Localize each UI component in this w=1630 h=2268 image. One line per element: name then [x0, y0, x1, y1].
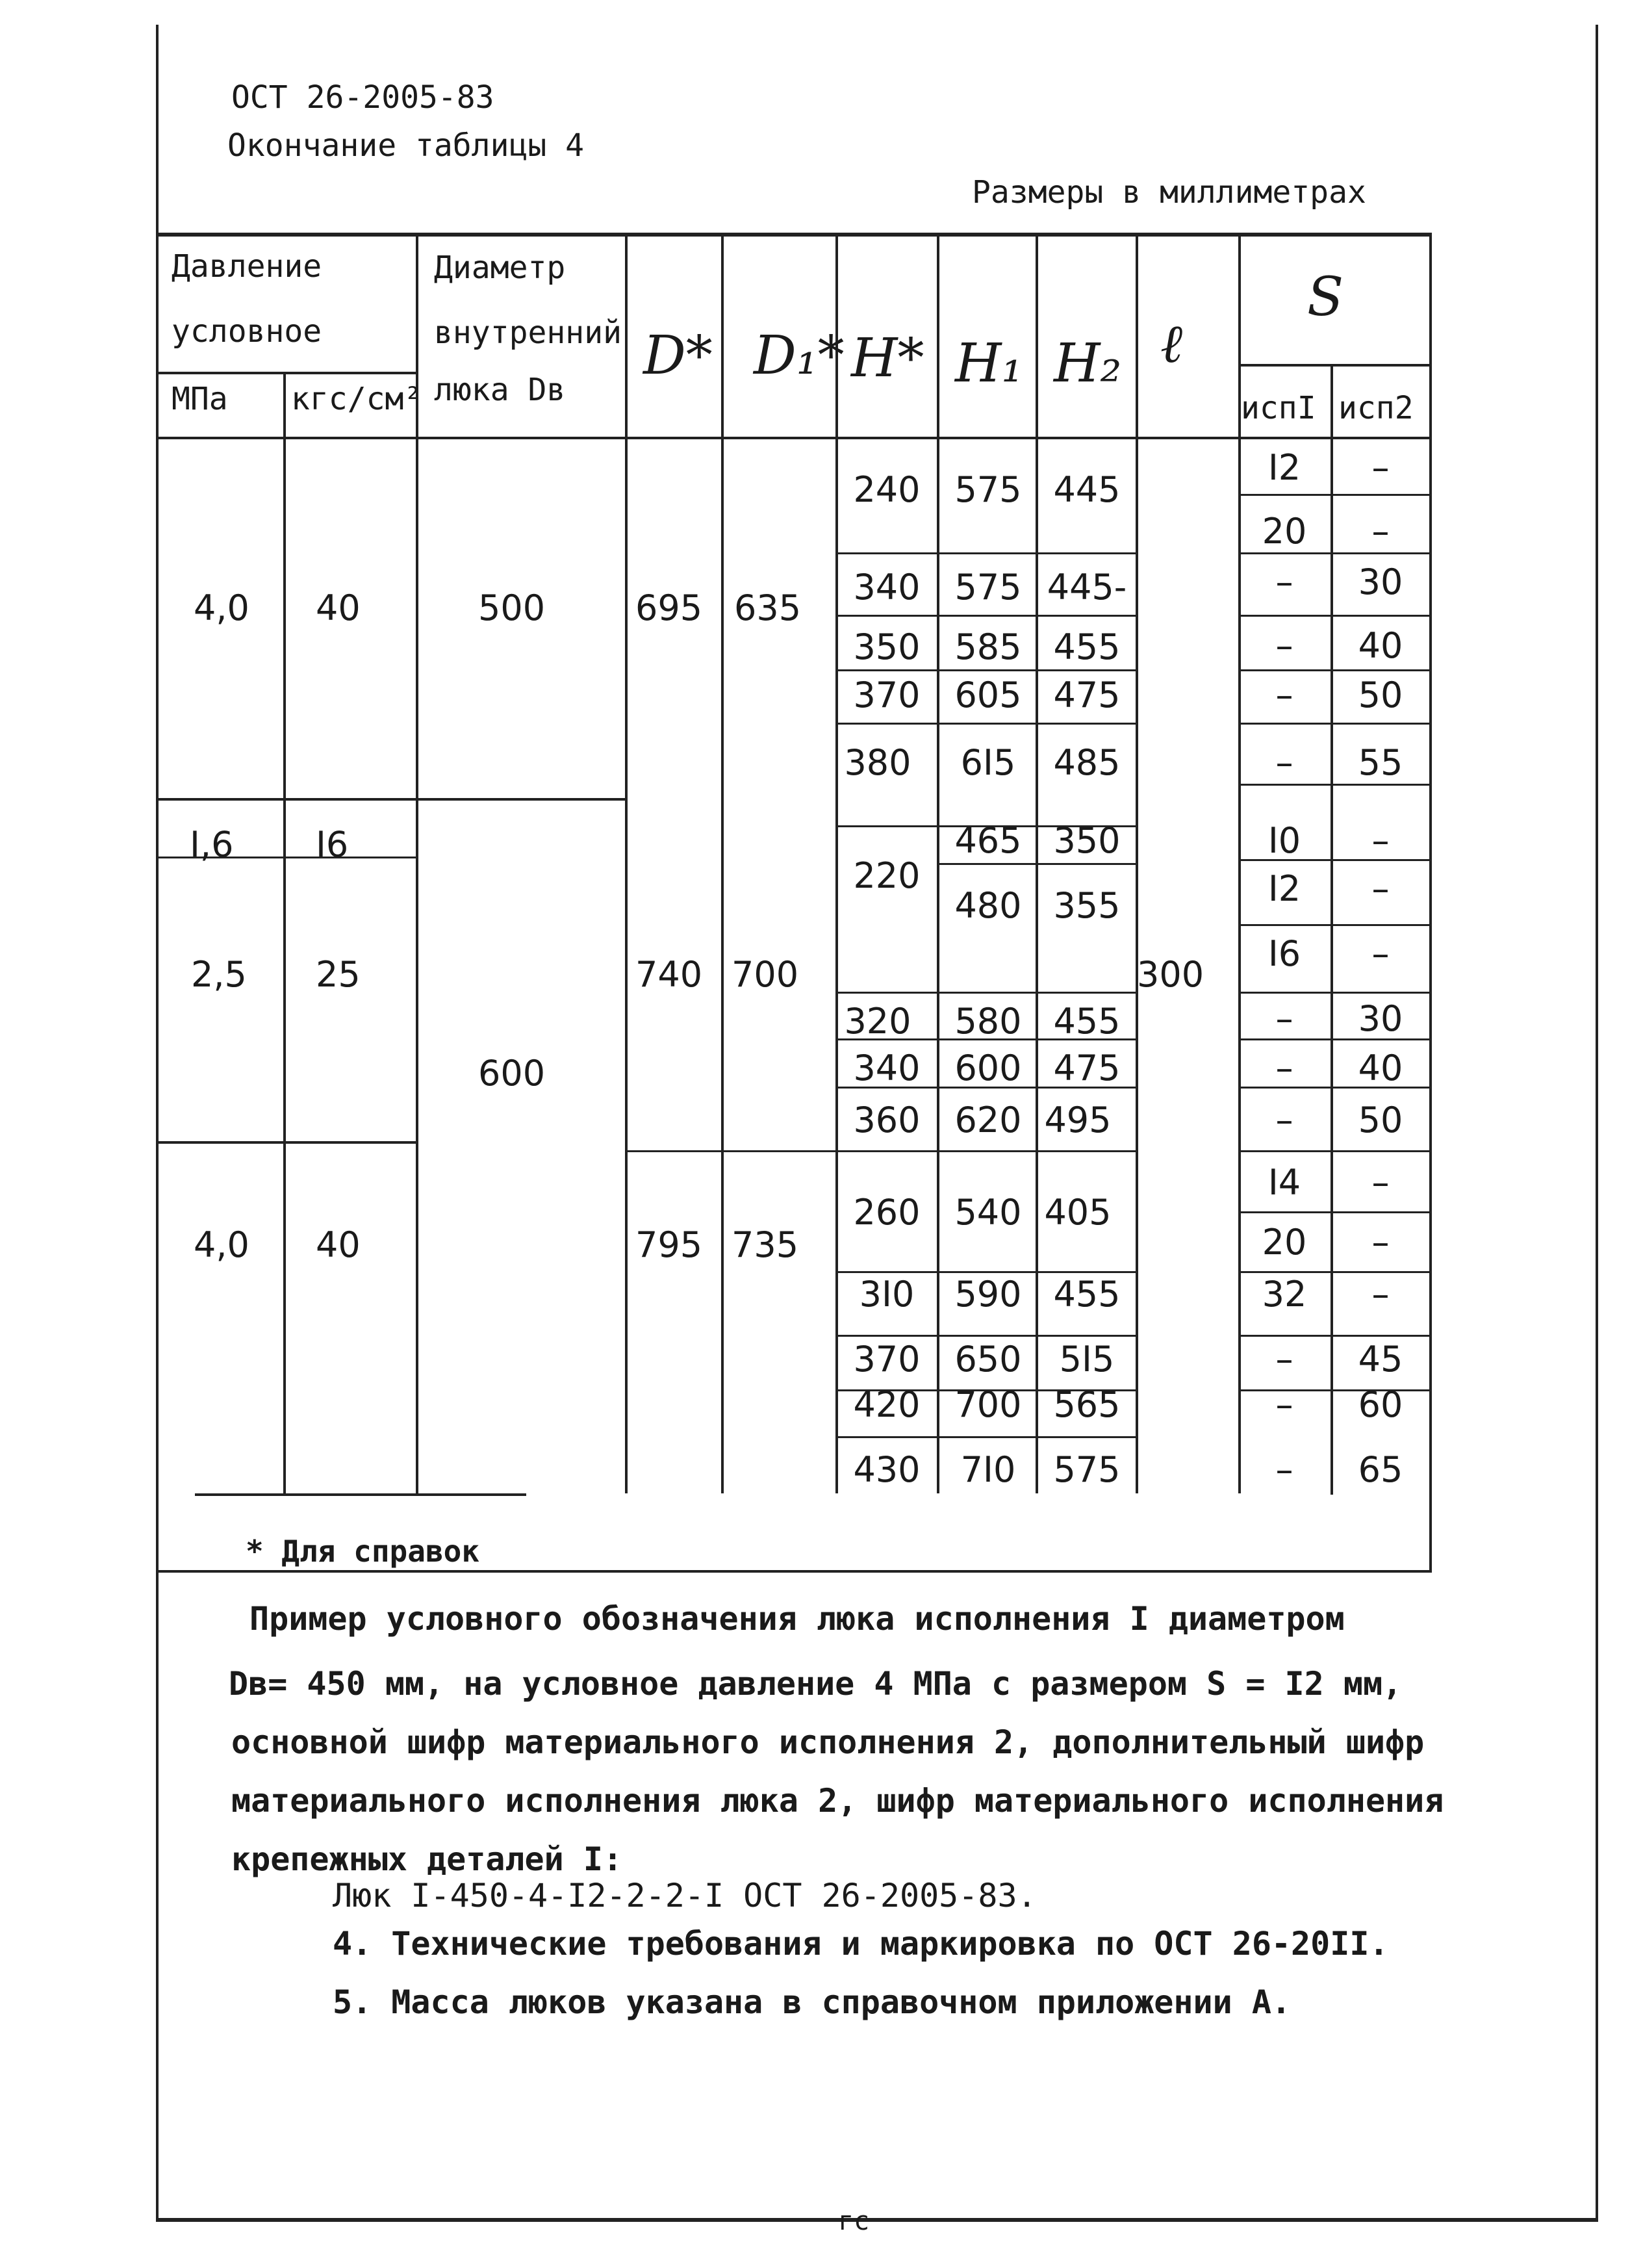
s-isp2: 55 [1358, 742, 1403, 783]
units-note: Размеры в миллиметрах [972, 174, 1366, 211]
hdr-isp2: исп2 [1338, 390, 1414, 426]
g1-mpa: 4,0 [194, 587, 249, 628]
cell-H: 320 [844, 1001, 911, 1042]
cell-H1: 540 [954, 1192, 1022, 1233]
s-isp2: 40 [1358, 625, 1403, 666]
hdr-l: ℓ [1160, 313, 1183, 375]
s-row-line [1238, 1211, 1431, 1213]
hdr-diam-2: внутренний [434, 315, 622, 351]
cell-H1: 650 [954, 1339, 1022, 1380]
s-isp2: 65 [1358, 1449, 1403, 1490]
s-isp1: – [1275, 625, 1293, 666]
cell-H2: 455 [1053, 626, 1121, 667]
designation-example: Люк I-450-4-I2-2-2-I ОСТ 26-2005-83. [333, 1877, 1037, 1914]
cell-H2: 5I5 [1059, 1339, 1115, 1380]
s-row-line [1238, 494, 1431, 496]
hdr-H1: H₁ [955, 333, 1023, 394]
g2a-kgf: I6 [316, 824, 349, 865]
col-line-kgf [283, 372, 286, 1493]
cell-H1: 575 [954, 469, 1022, 510]
s-isp1: – [1275, 561, 1293, 602]
cell-H2: 485 [1053, 742, 1121, 783]
page-mark: гс [838, 2206, 870, 2236]
g2-dv: 600 [478, 1053, 546, 1094]
cell-H1: 480 [954, 885, 1022, 926]
g3-D: 795 [635, 1224, 703, 1265]
cell-H1: 7I0 [960, 1449, 1016, 1490]
cell-H: 430 [853, 1449, 921, 1490]
cell-H1: 590 [954, 1274, 1022, 1315]
table-right-border [1429, 233, 1432, 1573]
s-isp2: 60 [1358, 1384, 1403, 1425]
s-row-line [1238, 615, 1431, 617]
cell-H2: 455 [1053, 1001, 1121, 1042]
s-row-line [1238, 1150, 1431, 1152]
s-isp2: – [1371, 447, 1390, 488]
s-isp1: I2 [1267, 447, 1301, 488]
s-isp1: – [1275, 742, 1293, 783]
s-row-line [1238, 992, 1431, 994]
s-isp2: 50 [1358, 675, 1403, 715]
cell-H1: 575 [954, 567, 1022, 608]
cell-H: 380 [844, 742, 911, 783]
s-isp1: 20 [1262, 511, 1307, 552]
s-isp2: – [1371, 1162, 1390, 1203]
group2b-line [159, 1141, 416, 1144]
cell-H1: 605 [954, 675, 1022, 715]
s-isp1: I0 [1267, 820, 1301, 861]
s-row-line [1238, 723, 1431, 725]
s-sub-line [1238, 364, 1431, 367]
cell-H1: 465 [954, 820, 1022, 861]
hdr-pressure: Давление [172, 248, 322, 285]
cell-H: 420 [853, 1384, 921, 1425]
cell-H2: 565 [1053, 1384, 1121, 1425]
g2a-mpa: I,6 [190, 824, 234, 865]
item-5: 5. Масса люков указана в справочном приложении А. [333, 1983, 1292, 2021]
cell-H: 360 [853, 1100, 921, 1140]
hdr-H2: H₂ [1054, 333, 1122, 394]
cell-H2: 575 [1053, 1449, 1121, 1490]
hdr-diam-1: Диаметр [434, 250, 566, 286]
cell-H: 340 [853, 567, 921, 608]
cell-H2: 355 [1053, 885, 1121, 926]
row-line [835, 1150, 1137, 1152]
s-isp2: – [1371, 868, 1390, 909]
row-line [937, 863, 1137, 865]
item-4: 4. Технические требования и маркировка по ОСТ 26-20II. [333, 1925, 1389, 1963]
cell-H: 260 [853, 1192, 921, 1233]
g2-D1: 700 [732, 954, 799, 995]
s-row-line [1238, 1271, 1431, 1273]
cell-H2: 475 [1053, 1048, 1121, 1089]
cell-H2: 405 [1044, 1192, 1112, 1233]
text-line-2: Dв= 450 мм, на условное давление 4 МПа с размером S = I2 мм, [229, 1665, 1403, 1703]
cell-H1: 6I5 [960, 742, 1016, 783]
s-isp2: – [1371, 933, 1390, 974]
s-isp2: 45 [1358, 1339, 1403, 1380]
footnote: * Для справок [246, 1534, 480, 1569]
cell-H1: 585 [954, 626, 1022, 667]
row-line [835, 723, 1137, 725]
hdr-D1: D₁* [754, 325, 845, 387]
cell-H: 340 [853, 1048, 921, 1089]
table-continuation: Окончание таблицы 4 [227, 127, 585, 164]
s-isp1: 32 [1262, 1274, 1307, 1315]
cell-H: 350 [853, 626, 921, 667]
s-row-line [1238, 552, 1431, 554]
g2-D: 740 [635, 954, 703, 995]
row-line [835, 669, 1137, 671]
g3-kgf: 40 [316, 1224, 361, 1265]
g1-kgf: 40 [316, 587, 361, 628]
s-isp1: – [1275, 998, 1293, 1039]
cell-H2: 350 [1053, 820, 1121, 861]
s-isp2: – [1371, 820, 1390, 861]
cell-H1: 600 [954, 1048, 1022, 1089]
hdr-S: S [1307, 266, 1344, 328]
hdr-diam-3: люка Dв [434, 372, 566, 408]
row-line [835, 1271, 1137, 1273]
text-line-4: материального исполнения люка 2, шифр материального исполнения [231, 1782, 1444, 1820]
text-line-1: Пример условного обозначения люка исполнения I диаметром [249, 1600, 1345, 1638]
cell-H1: 580 [954, 1001, 1022, 1042]
s-isp2: 40 [1358, 1048, 1403, 1089]
row-line [835, 552, 1137, 554]
s-isp2: 30 [1358, 561, 1403, 602]
s-isp1: – [1275, 1100, 1293, 1140]
row-line [835, 615, 1137, 617]
g1-D: 695 [635, 587, 703, 628]
s-isp1: – [1275, 1384, 1293, 1425]
s-isp2: 30 [1358, 998, 1403, 1039]
g2b-mpa: 2,5 [191, 954, 247, 995]
table-bottom-border [159, 1570, 1432, 1573]
s-isp1: I4 [1267, 1162, 1301, 1203]
row-line [835, 1335, 1137, 1337]
s-row-line [1238, 1335, 1431, 1337]
l-value: 300 [1137, 954, 1204, 995]
col-line-D [625, 233, 628, 1493]
hdr-kgf: кгс/см² [291, 381, 423, 417]
table-end-stub [195, 1493, 526, 1496]
s-isp1: I2 [1267, 868, 1301, 909]
row-line [835, 992, 1137, 994]
table-top-border [159, 233, 1432, 237]
cell-H2: 445- [1047, 567, 1127, 608]
cell-H: 370 [853, 675, 921, 715]
hdr-isp1: испI [1241, 390, 1316, 426]
hdr-pressure-2: условное [172, 313, 322, 350]
s-isp1: – [1275, 1449, 1293, 1490]
cell-H2: 455 [1053, 1274, 1121, 1315]
cell-H: 220 [853, 855, 921, 896]
cell-H2: 445 [1053, 469, 1121, 510]
s-isp1: I6 [1267, 933, 1301, 974]
s-isp2: – [1371, 1222, 1390, 1263]
cell-H2: 475 [1053, 675, 1121, 715]
g3-mpa: 4,0 [194, 1224, 249, 1265]
header-bottom-line [159, 437, 1432, 439]
s-isp1: – [1275, 1048, 1293, 1089]
col-line-isp2 [1331, 364, 1333, 1495]
hdr-D: D* [643, 325, 713, 387]
g3-D1: 735 [732, 1224, 799, 1265]
hdr-mpa: МПа [172, 381, 228, 417]
cell-H1: 700 [954, 1384, 1022, 1425]
pressure-sub-line [159, 372, 418, 374]
text-line-5: крепежных деталей I: [231, 1840, 623, 1878]
cell-H: 240 [853, 469, 921, 510]
s-isp2: – [1371, 511, 1390, 552]
hdr-H: H* [851, 328, 924, 389]
text-line-3: основной шифр материального исполнения 2, дополнительный шифр [231, 1723, 1425, 1761]
s-isp2: 50 [1358, 1100, 1403, 1140]
standard-code: ОСТ 26-2005-83 [231, 79, 494, 116]
cell-H: 3I0 [859, 1274, 915, 1315]
group3-D-line [625, 1150, 835, 1152]
g1-dv: 500 [478, 587, 546, 628]
g1-D1: 635 [734, 587, 802, 628]
cell-H2: 495 [1044, 1100, 1112, 1140]
s-row-line [1238, 784, 1431, 786]
row-line [835, 1436, 1137, 1438]
s-row-line [1238, 924, 1431, 926]
cell-H1: 620 [954, 1100, 1022, 1140]
s-row-line [1238, 669, 1431, 671]
col-line-dv [416, 233, 418, 1493]
s-isp1: 20 [1262, 1222, 1307, 1263]
cell-H: 370 [853, 1339, 921, 1380]
group1-line [159, 798, 626, 801]
g2b-kgf: 25 [316, 954, 361, 995]
col-line-D1 [721, 233, 724, 1493]
s-isp1: – [1275, 675, 1293, 715]
s-isp2: – [1371, 1274, 1390, 1315]
s-isp1: – [1275, 1339, 1293, 1380]
